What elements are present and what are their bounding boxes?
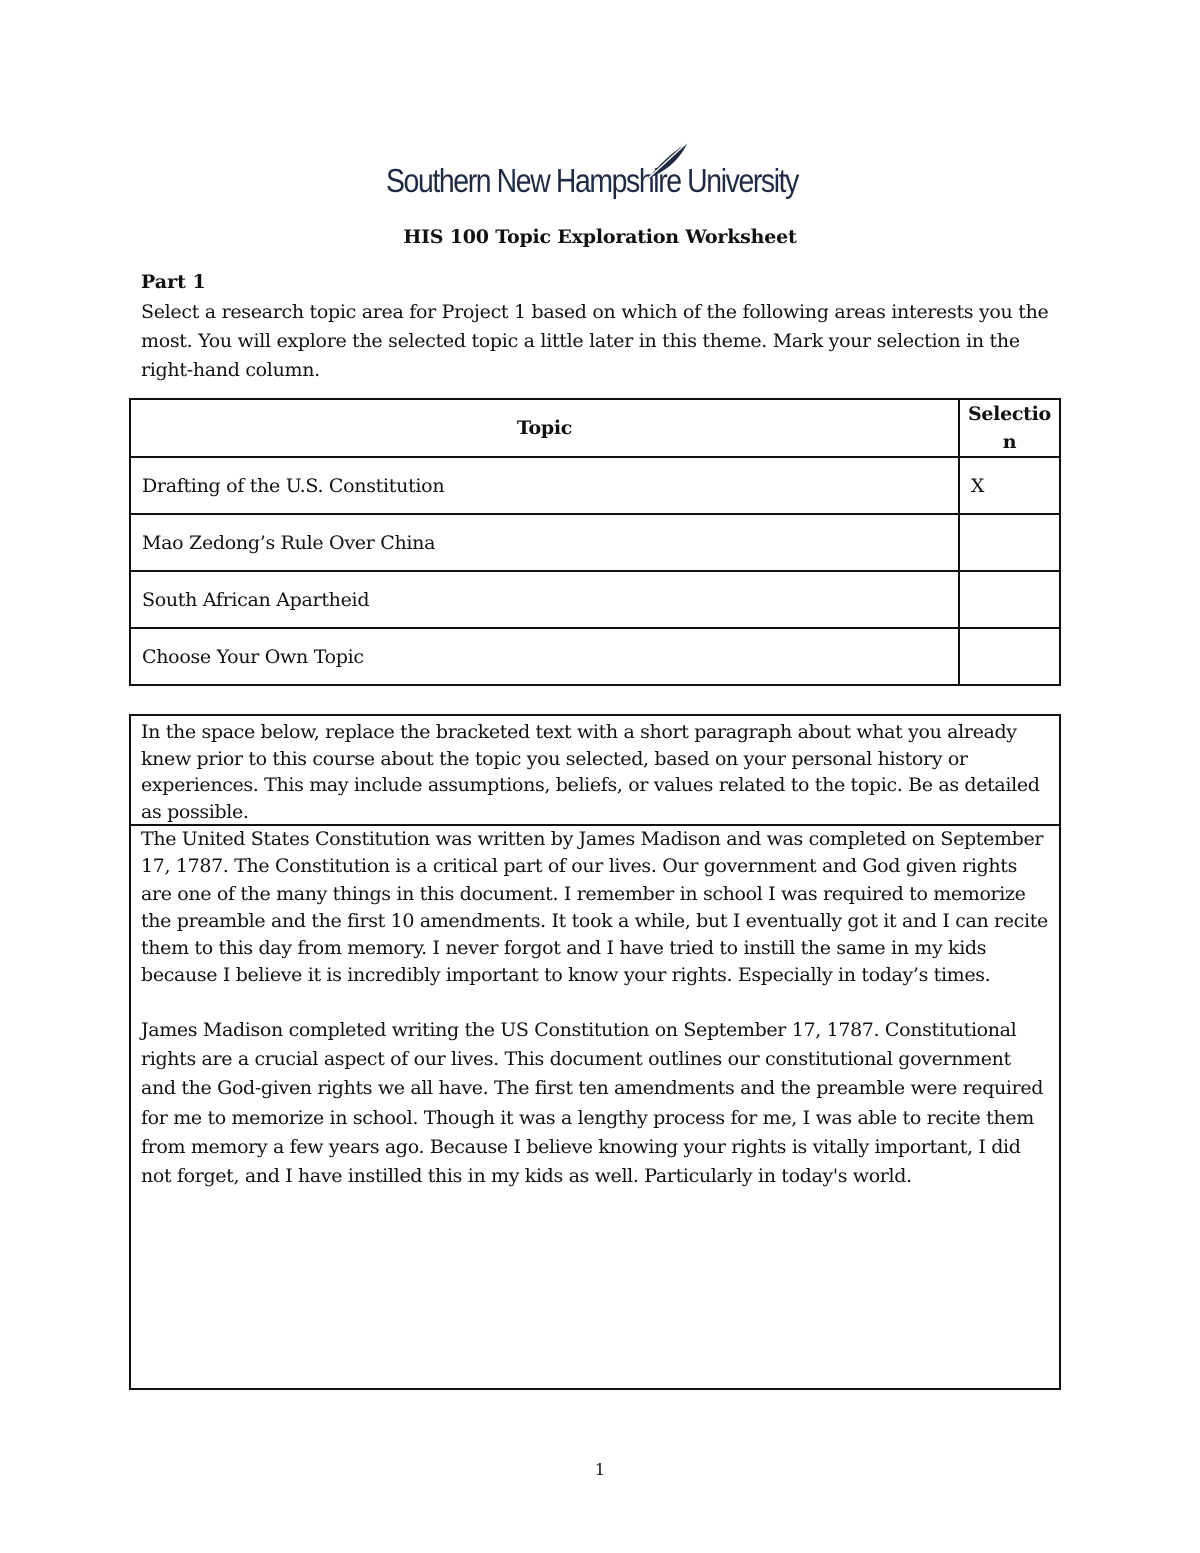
topic-cell: Drafting of the U.S. Constitution — [130, 457, 959, 514]
reflection-prompt: In the space below, replace the bracketed text with a short paragraph about what you already knew prior to this course about the topic you selected, based on your personal history or experiences. This may include assumptions, beliefs, or values related to the topic. Be as detailed as possible. — [131, 716, 1059, 826]
topic-column-header: Topic — [130, 399, 959, 457]
table-row — [130, 514, 1060, 571]
quill-leaf-icon — [642, 140, 690, 184]
document-title: HIS 100 Topic Exploration Worksheet — [403, 226, 797, 248]
table-row — [130, 628, 1060, 685]
reflection-answer-area[interactable] — [131, 826, 1059, 1192]
instructions-text: Select a research topic area for Project 1 based on which of the following areas interests you the most. You will explore the selected topic a little later in this theme. Mark your selection in the right-hand column. — [141, 301, 1049, 381]
part-heading: Part 1 — [141, 271, 206, 293]
table-row — [130, 457, 1060, 514]
university-logo — [386, 140, 816, 210]
answer-paragraph-2[interactable]: James Madison completed writing the US Constitution on September 17, 1787. Constitutional rights are a crucial aspect of our lives. This document outlines our constitutional government and the God-given rights we all have. The first ten amendments and the preamble were required for me to memorize in school. Though it was a lengthy process for me, I was able to recite them from memory a few years ago. Because I believe knowing your rights is vitally important, I did not forget, and I have instilled this in my kids as well. Particularly in today's world. — [141, 1018, 1044, 1188]
table-row — [130, 571, 1060, 628]
topic-cell: Mao Zedong’s Rule Over China — [130, 514, 959, 571]
selection-cell[interactable] — [959, 628, 1060, 685]
topic-selection-table — [129, 398, 1061, 686]
topic-cell: South African Apartheid — [130, 571, 959, 628]
selection-cell[interactable] — [959, 514, 1060, 571]
answer-paragraph-1[interactable]: The United States Constitution was written by James Madison and was completed on September 17, 1787. The Constitution is a critical part of our lives. Our government and God given rights are one of the many things in this document. I remember in school I was required to memorize the preamble and the first 10 amendments. It took a while, but I eventually got it and I can recite them to this day from memory. I never forgot and I have tried to instill the same in my kids because I believe it is incredibly important to know your rights. Especially in today’s times. — [141, 828, 1048, 987]
page-number: 1 — [594, 1460, 606, 1479]
selection-column-header: Selection — [959, 399, 1060, 457]
reflection-box — [129, 714, 1061, 1390]
topic-cell: Choose Your Own Topic — [130, 628, 959, 685]
table-header-row — [130, 399, 1060, 457]
logo-text: Southern New Hampshire University — [386, 162, 799, 199]
selection-cell[interactable] — [959, 571, 1060, 628]
selection-cell[interactable]: X — [959, 457, 1060, 514]
